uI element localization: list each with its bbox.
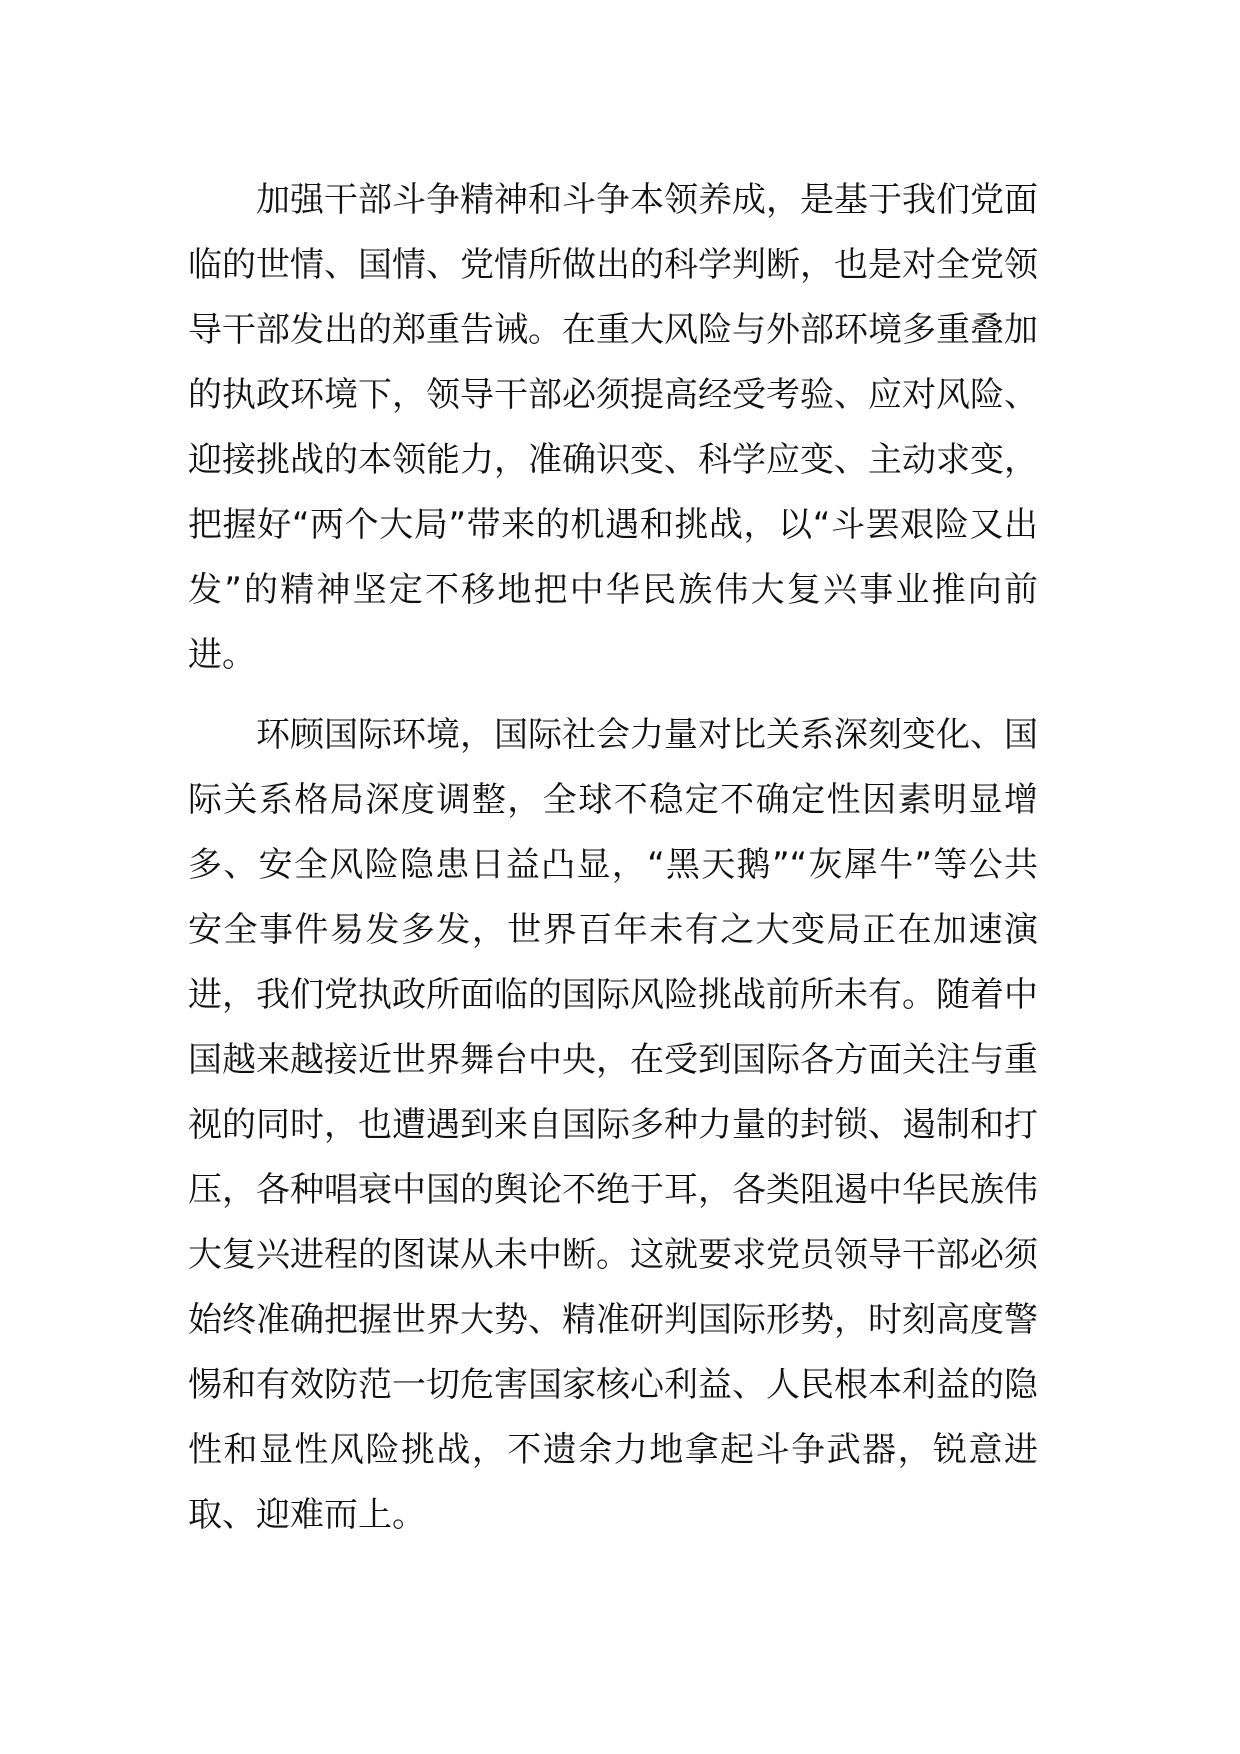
paragraph-international-environment: 环顾国际环境，国际社会力量对比关系深刻变化、国际关系格局深度调整，全球不稳定不确定性因素明显增多、安全风险隐患日益凸显，“黑天鹅”“灰犀牛”等公共安全事件易发多发，世界百年未有之大变局正在加速演进，我们党执政所面临的国际风险挑战前所未有。随着中国越来越接近世界舞台中央，在受到国际各方面关注与重视的同时，也遭遇到来自国际多种力量的封锁、遏制和打压，各种唱衰中国的舆论不绝于耳，各类阻遏中华民族伟大复兴进程的图谋从未中断。这就要求党员领导干部必须始终准确把握世界大势、精准研判国际形势，时刻高度警惕和有效防范一切危害国家核心利益、人民根本利益的隐性和显性风险挑战，不遗余力地拿起斗争武器，锐意进取、迎难而上。 (188, 715, 1038, 1535)
document-body (188, 168, 1038, 1548)
paragraph-cadre-struggle-spirit: 加强干部斗争精神和斗争本领养成，是基于我们党面临的世情、国情、党情所做出的科学判断，也是对全党领导干部发出的郑重告诫。在重大风险与外部环境多重叠加的执政环境下，领导干部必须提高经受考验、应对风险、迎接挑战的本领能力，准确识变、科学应变、主动求变，把握好“两个大局”带来的机遇和挑战，以“斗罢艰险又出发”的精神坚定不移地把中华民族伟大复兴事业推向前进。 (188, 180, 1038, 675)
